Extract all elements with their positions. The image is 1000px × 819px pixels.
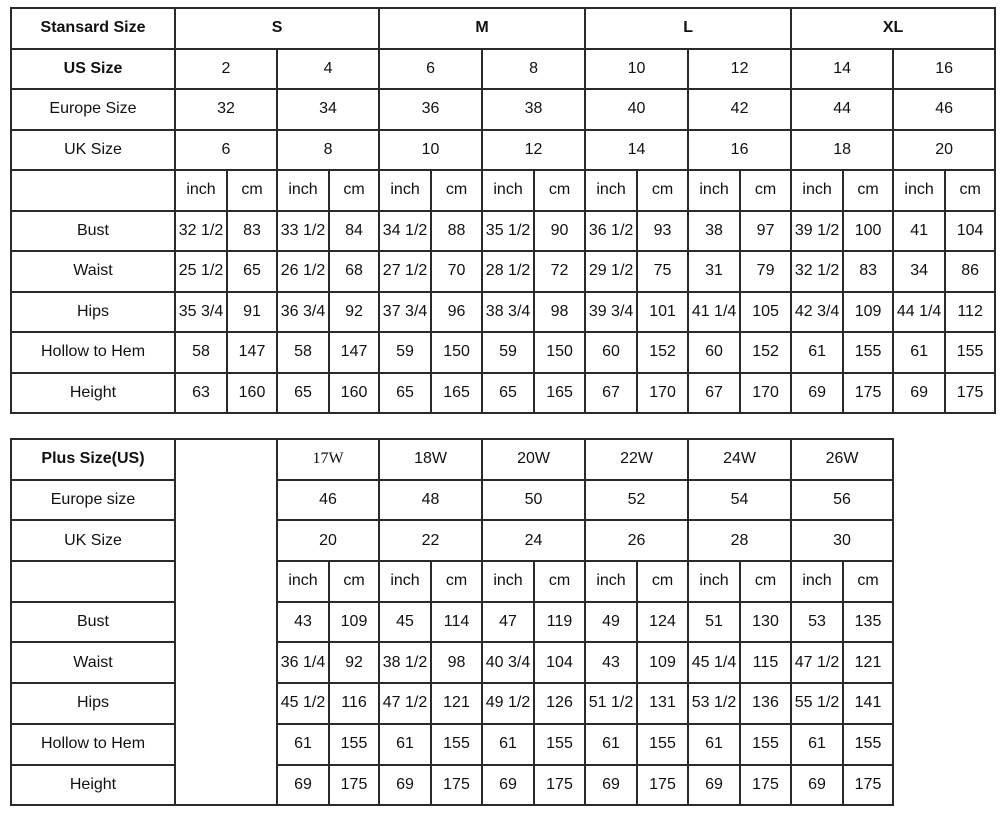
us-size-value: 10 (585, 49, 688, 90)
measurement-value: 175 (945, 373, 995, 414)
unit-cm-label: cm (329, 170, 379, 211)
europe-size-value: 40 (585, 89, 688, 130)
measurement-value: 155 (945, 332, 995, 373)
measurement-value: 114 (431, 602, 482, 643)
measurement-value: 31 (688, 251, 740, 292)
standard-size-title: Stansard Size (11, 8, 175, 49)
unit-cm-label: cm (534, 170, 585, 211)
measurement-value: 70 (431, 251, 482, 292)
measurement-value: 45 1/4 (688, 642, 740, 683)
measurement-value: 155 (534, 724, 585, 765)
measurement-row (11, 251, 995, 292)
unit-inch-label: inch (688, 561, 740, 602)
measurement-value: 37 3/4 (379, 292, 431, 333)
measurement-value: 130 (740, 602, 791, 643)
measurement-value: 155 (843, 724, 893, 765)
measurement-value: 109 (329, 602, 379, 643)
unit-cm-label: cm (329, 561, 379, 602)
unit-cm-label: cm (740, 170, 791, 211)
measurement-value: 175 (637, 765, 688, 806)
plus-right-blank (893, 480, 995, 521)
measurement-value: 69 (379, 765, 431, 806)
measurement-value: 58 (277, 332, 329, 373)
plus-europe-value: 52 (585, 480, 688, 521)
unit-inch-label: inch (277, 170, 329, 211)
measurement-value: 91 (227, 292, 277, 333)
plus-right-blank (893, 683, 995, 724)
uk-size-value: 20 (893, 130, 995, 171)
unit-inch-label: inch (893, 170, 945, 211)
measurement-value: 72 (534, 251, 585, 292)
measurement-value: 121 (431, 683, 482, 724)
unit-inch-label: inch (688, 170, 740, 211)
plus-europe-label: Europe size (11, 480, 175, 521)
measurement-value: 165 (534, 373, 585, 414)
measurement-value: 152 (637, 332, 688, 373)
europe-size-label: Europe Size (11, 89, 175, 130)
measurement-value: 135 (843, 602, 893, 643)
measurement-value: 43 (585, 642, 637, 683)
unit-cm-label: cm (945, 170, 995, 211)
measurement-value: 147 (227, 332, 277, 373)
us-size-row (11, 49, 995, 90)
plus-size-table (10, 438, 995, 806)
plus-size-value: 22W (585, 439, 688, 480)
europe-size-value: 34 (277, 89, 379, 130)
measurement-value: 104 (945, 211, 995, 252)
uk-size-row (11, 130, 995, 171)
measurement-value: 69 (482, 765, 534, 806)
europe-size-value: 44 (791, 89, 893, 130)
measurement-value: 61 (277, 724, 329, 765)
plus-size-value: 20W (482, 439, 585, 480)
unit-inch-label: inch (585, 561, 637, 602)
measurement-value: 92 (329, 292, 379, 333)
measurement-value: 27 1/2 (379, 251, 431, 292)
measurement-value: 69 (585, 765, 637, 806)
measurement-label: Height (11, 765, 175, 806)
unit-cm-label: cm (227, 170, 277, 211)
measurement-value: 67 (585, 373, 637, 414)
unit-inch-label: inch (379, 170, 431, 211)
unit-inch-label: inch (277, 561, 329, 602)
plus-right-blank (893, 520, 995, 561)
measurement-label: Hips (11, 292, 175, 333)
measurement-value: 124 (637, 602, 688, 643)
measurement-value: 175 (843, 765, 893, 806)
measurement-value: 109 (637, 642, 688, 683)
plus-unit-row (11, 561, 995, 602)
unit-cm-label: cm (740, 561, 791, 602)
europe-size-value: 36 (379, 89, 482, 130)
measurement-value: 51 (688, 602, 740, 643)
unit-cm-label: cm (431, 170, 482, 211)
size-group-label: XL (791, 8, 995, 49)
measurement-value: 75 (637, 251, 688, 292)
measurement-value: 155 (740, 724, 791, 765)
measurement-value: 175 (843, 373, 893, 414)
measurement-value: 121 (843, 642, 893, 683)
size-group-label: L (585, 8, 791, 49)
unit-row (11, 170, 995, 211)
us-size-label: US Size (11, 49, 175, 90)
measurement-value: 170 (637, 373, 688, 414)
measurement-value: 147 (329, 332, 379, 373)
plus-right-blank (893, 561, 995, 602)
europe-size-value: 38 (482, 89, 585, 130)
plus-size-value: 26W (791, 439, 893, 480)
measurement-value: 119 (534, 602, 585, 643)
plus-measurement-row (11, 683, 995, 724)
measurement-value: 61 (893, 332, 945, 373)
measurement-value: 175 (329, 765, 379, 806)
unit-inch-label: inch (482, 561, 534, 602)
size-group-label: S (175, 8, 379, 49)
uk-size-value: 14 (585, 130, 688, 171)
uk-size-value: 6 (175, 130, 277, 171)
measurement-value: 35 1/2 (482, 211, 534, 252)
measurement-value: 131 (637, 683, 688, 724)
europe-size-value: 42 (688, 89, 791, 130)
measurement-value: 38 1/2 (379, 642, 431, 683)
us-size-value: 12 (688, 49, 791, 90)
measurement-value: 42 3/4 (791, 292, 843, 333)
measurement-value: 29 1/2 (585, 251, 637, 292)
uk-size-value: 12 (482, 130, 585, 171)
measurement-value: 98 (534, 292, 585, 333)
plus-europe-row (11, 480, 995, 521)
measurement-value: 40 3/4 (482, 642, 534, 683)
measurement-value: 90 (534, 211, 585, 252)
measurement-value: 65 (277, 373, 329, 414)
measurement-value: 97 (740, 211, 791, 252)
measurement-value: 84 (329, 211, 379, 252)
measurement-value: 59 (379, 332, 431, 373)
measurement-value: 43 (277, 602, 329, 643)
measurement-value: 126 (534, 683, 585, 724)
measurement-value: 51 1/2 (585, 683, 637, 724)
unit-row-blank (11, 170, 175, 211)
plus-europe-value: 50 (482, 480, 585, 521)
measurement-value: 69 (277, 765, 329, 806)
measurement-value: 25 1/2 (175, 251, 227, 292)
uk-size-value: 16 (688, 130, 791, 171)
plus-uk-row (11, 520, 995, 561)
plus-uk-value: 24 (482, 520, 585, 561)
plus-right-blank (893, 724, 995, 765)
measurement-row (11, 292, 995, 333)
measurement-row (11, 373, 995, 414)
measurement-value: 65 (379, 373, 431, 414)
europe-size-value: 46 (893, 89, 995, 130)
measurement-value: 65 (227, 251, 277, 292)
plus-measurement-row (11, 602, 995, 643)
measurement-value: 109 (843, 292, 893, 333)
measurement-value: 35 3/4 (175, 292, 227, 333)
plus-europe-value: 46 (277, 480, 379, 521)
measurement-value: 39 3/4 (585, 292, 637, 333)
measurement-value: 58 (175, 332, 227, 373)
measurement-label: Bust (11, 211, 175, 252)
us-size-value: 16 (893, 49, 995, 90)
unit-cm-label: cm (843, 170, 893, 211)
measurement-label: Bust (11, 602, 175, 643)
unit-inch-label: inch (585, 170, 637, 211)
measurement-value: 112 (945, 292, 995, 333)
measurement-value: 105 (740, 292, 791, 333)
uk-size-value: 10 (379, 130, 482, 171)
measurement-label: Height (11, 373, 175, 414)
measurement-value: 60 (585, 332, 637, 373)
plus-measurement-row (11, 765, 995, 806)
measurement-value: 45 1/2 (277, 683, 329, 724)
measurement-value: 47 (482, 602, 534, 643)
plus-europe-value: 48 (379, 480, 482, 521)
measurement-value: 155 (431, 724, 482, 765)
measurement-value: 49 1/2 (482, 683, 534, 724)
measurement-value: 83 (227, 211, 277, 252)
measurement-value: 61 (379, 724, 431, 765)
plus-measurement-row (11, 642, 995, 683)
measurement-value: 165 (431, 373, 482, 414)
measurement-row (11, 211, 995, 252)
measurement-value: 36 3/4 (277, 292, 329, 333)
measurement-value: 32 1/2 (175, 211, 227, 252)
measurement-value: 92 (329, 642, 379, 683)
measurement-value: 69 (791, 765, 843, 806)
measurement-value: 53 (791, 602, 843, 643)
measurement-value: 26 1/2 (277, 251, 329, 292)
plus-spacer (175, 439, 277, 805)
plus-uk-value: 22 (379, 520, 482, 561)
measurement-value: 155 (843, 332, 893, 373)
measurement-value: 98 (431, 642, 482, 683)
measurement-value: 47 1/2 (791, 642, 843, 683)
measurement-value: 41 (893, 211, 945, 252)
measurement-label: Waist (11, 642, 175, 683)
measurement-value: 104 (534, 642, 585, 683)
measurement-value: 41 1/4 (688, 292, 740, 333)
measurement-value: 44 1/4 (893, 292, 945, 333)
measurement-value: 175 (534, 765, 585, 806)
plus-size-value: 17W (277, 439, 379, 480)
unit-cm-label: cm (637, 561, 688, 602)
measurement-value: 136 (740, 683, 791, 724)
measurement-value: 38 3/4 (482, 292, 534, 333)
europe-size-row (11, 89, 995, 130)
measurement-row (11, 332, 995, 373)
measurement-value: 101 (637, 292, 688, 333)
us-size-value: 4 (277, 49, 379, 90)
measurement-label: Hips (11, 683, 175, 724)
plus-uk-value: 26 (585, 520, 688, 561)
measurement-value: 38 (688, 211, 740, 252)
measurement-value: 96 (431, 292, 482, 333)
measurement-value: 155 (637, 724, 688, 765)
plus-uk-value: 20 (277, 520, 379, 561)
measurement-value: 115 (740, 642, 791, 683)
measurement-value: 53 1/2 (688, 683, 740, 724)
measurement-value: 63 (175, 373, 227, 414)
measurement-value: 88 (431, 211, 482, 252)
plus-right-blank (893, 602, 995, 643)
plus-size-title: Plus Size(US) (11, 439, 175, 480)
unit-cm-label: cm (637, 170, 688, 211)
plus-right-blank (893, 765, 995, 806)
plus-europe-value: 54 (688, 480, 791, 521)
plus-header-row (11, 439, 995, 480)
measurement-value: 79 (740, 251, 791, 292)
unit-inch-label: inch (379, 561, 431, 602)
measurement-value: 86 (945, 251, 995, 292)
us-size-value: 14 (791, 49, 893, 90)
measurement-value: 175 (740, 765, 791, 806)
plus-size-value: 24W (688, 439, 791, 480)
us-size-value: 2 (175, 49, 277, 90)
measurement-value: 116 (329, 683, 379, 724)
measurement-value: 59 (482, 332, 534, 373)
plus-uk-value: 30 (791, 520, 893, 561)
measurement-value: 160 (329, 373, 379, 414)
measurement-value: 61 (791, 332, 843, 373)
measurement-value: 61 (791, 724, 843, 765)
uk-size-label: UK Size (11, 130, 175, 171)
measurement-value: 39 1/2 (791, 211, 843, 252)
measurement-value: 170 (740, 373, 791, 414)
measurement-value: 155 (329, 724, 379, 765)
europe-size-value: 32 (175, 89, 277, 130)
measurement-value: 175 (431, 765, 482, 806)
measurement-value: 28 1/2 (482, 251, 534, 292)
plus-unit-row-blank (11, 561, 175, 602)
measurement-value: 36 1/4 (277, 642, 329, 683)
uk-size-value: 8 (277, 130, 379, 171)
measurement-value: 49 (585, 602, 637, 643)
measurement-value: 150 (431, 332, 482, 373)
plus-size-value: 18W (379, 439, 482, 480)
unit-cm-label: cm (534, 561, 585, 602)
measurement-value: 61 (585, 724, 637, 765)
measurement-value: 45 (379, 602, 431, 643)
measurement-value: 160 (227, 373, 277, 414)
measurement-value: 100 (843, 211, 893, 252)
measurement-label: Hollow to Hem (11, 332, 175, 373)
measurement-value: 152 (740, 332, 791, 373)
unit-inch-label: inch (791, 170, 843, 211)
measurement-value: 61 (688, 724, 740, 765)
measurement-label: Waist (11, 251, 175, 292)
measurement-value: 65 (482, 373, 534, 414)
uk-size-value: 18 (791, 130, 893, 171)
plus-uk-value: 28 (688, 520, 791, 561)
measurement-value: 68 (329, 251, 379, 292)
measurement-value: 69 (893, 373, 945, 414)
us-size-value: 8 (482, 49, 585, 90)
unit-cm-label: cm (843, 561, 893, 602)
measurement-value: 150 (534, 332, 585, 373)
measurement-value: 34 1/2 (379, 211, 431, 252)
measurement-value: 83 (843, 251, 893, 292)
measurement-value: 61 (482, 724, 534, 765)
unit-inch-label: inch (482, 170, 534, 211)
measurement-value: 34 (893, 251, 945, 292)
measurement-value: 33 1/2 (277, 211, 329, 252)
measurement-value: 47 1/2 (379, 683, 431, 724)
plus-right-blank (893, 439, 995, 480)
measurement-value: 141 (843, 683, 893, 724)
measurement-value: 32 1/2 (791, 251, 843, 292)
measurement-value: 36 1/2 (585, 211, 637, 252)
plus-measurement-row (11, 724, 995, 765)
measurement-value: 93 (637, 211, 688, 252)
standard-size-table (10, 7, 996, 414)
size-group-label: M (379, 8, 585, 49)
us-size-value: 6 (379, 49, 482, 90)
unit-inch-label: inch (175, 170, 227, 211)
plus-right-blank (893, 642, 995, 683)
measurement-label: Hollow to Hem (11, 724, 175, 765)
plus-uk-label: UK Size (11, 520, 175, 561)
measurement-value: 55 1/2 (791, 683, 843, 724)
measurement-value: 67 (688, 373, 740, 414)
plus-europe-value: 56 (791, 480, 893, 521)
unit-cm-label: cm (431, 561, 482, 602)
measurement-value: 69 (791, 373, 843, 414)
measurement-value: 69 (688, 765, 740, 806)
unit-inch-label: inch (791, 561, 843, 602)
measurement-value: 60 (688, 332, 740, 373)
header-row (11, 8, 995, 49)
